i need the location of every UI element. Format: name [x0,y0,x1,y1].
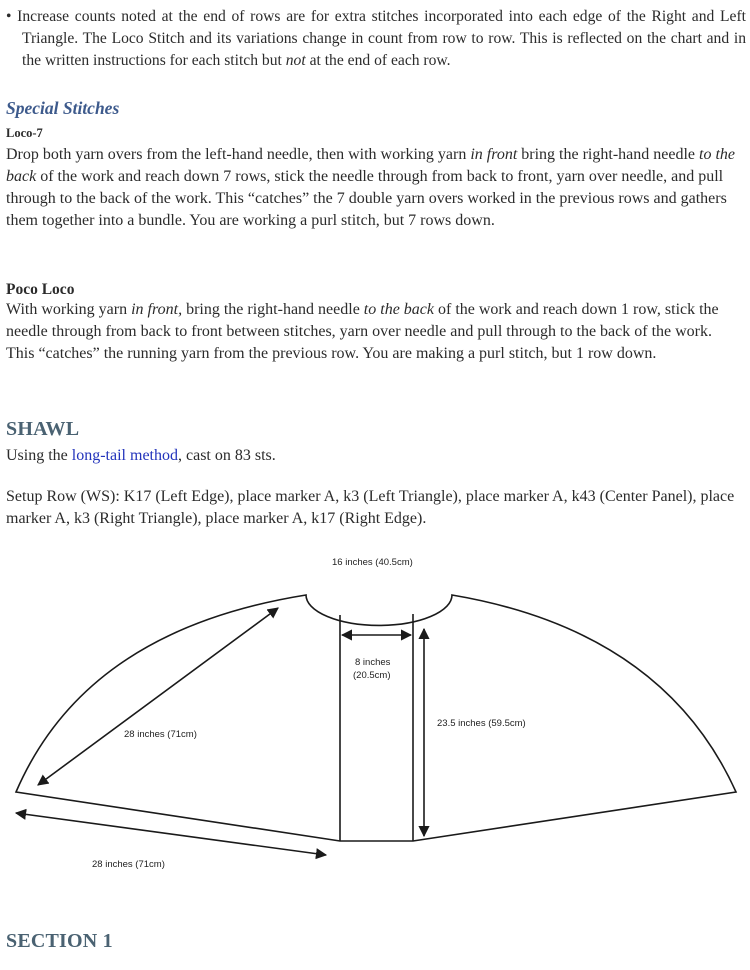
diagonal-label: 28 inches (71cm) [124,729,197,740]
cast-on-text: Using the long-tail method, cast on 83 sts. [6,447,276,464]
neck-label: 16 inches (40.5cm) [332,557,413,568]
center-width-label: 8 inches [355,657,391,668]
edge-label: 28 inches (71cm) [92,859,165,870]
bullet-mark: • [6,8,12,25]
shawl-heading: SHAWL [6,418,80,440]
diagonal-arrow [38,608,278,785]
loco7-title: Loco-7 [6,126,43,140]
increase-note: • Increase counts noted at the end of rows are for extra stitches incorporated into each edge of the Right and Left Triangle. The Loco Stitch and its variations change in count from row to row. This is reflected on the chart and in the written instructions for each stitch but not at the end of each row. [6,8,746,69]
poco-loco-title: Poco Loco [6,281,75,298]
center-width-label-metric: (20.5cm) [353,670,391,681]
long-tail-method-link[interactable]: long-tail method [71,447,178,464]
length-label: 23.5 inches (59.5cm) [437,718,526,729]
shawl-schematic [0,540,750,890]
poco-loco-description: With working yarn in front, bring the right-hand needle to the back of the work and reach down 1 row, stick the needle through from back to front between stitches, yarn over needle and pull through to the back of the work. This “catches” the running yarn from the previous row. You are making a purl stitch, but 1 row down. [6,301,719,362]
edge-arrow [16,813,326,855]
shawl-outline [16,595,736,841]
section-1-heading: SECTION 1 [6,930,113,952]
loco7-description: Drop both yarn overs from the left-hand needle, then with working yarn in front bring the right-hand needle to the back of the work and reach down 7 rows, stick the needle through from back to front, yarn over needle, and pull through to the back of the work. This “catches” the 7 double yarn overs worked in the previous rows and gathers them together into a bundle. You are working a purl stitch, but 7 rows down. [6,146,735,229]
special-stitches-heading: Special Stitches [6,98,120,118]
setup-row-text: Setup Row (WS): K17 (Left Edge), place marker A, k3 (Left Triangle), place marker A, k43 (Center Panel), place marker A, k3 (Right Triangle), place marker A, k17 (Right Edge). [6,488,735,527]
